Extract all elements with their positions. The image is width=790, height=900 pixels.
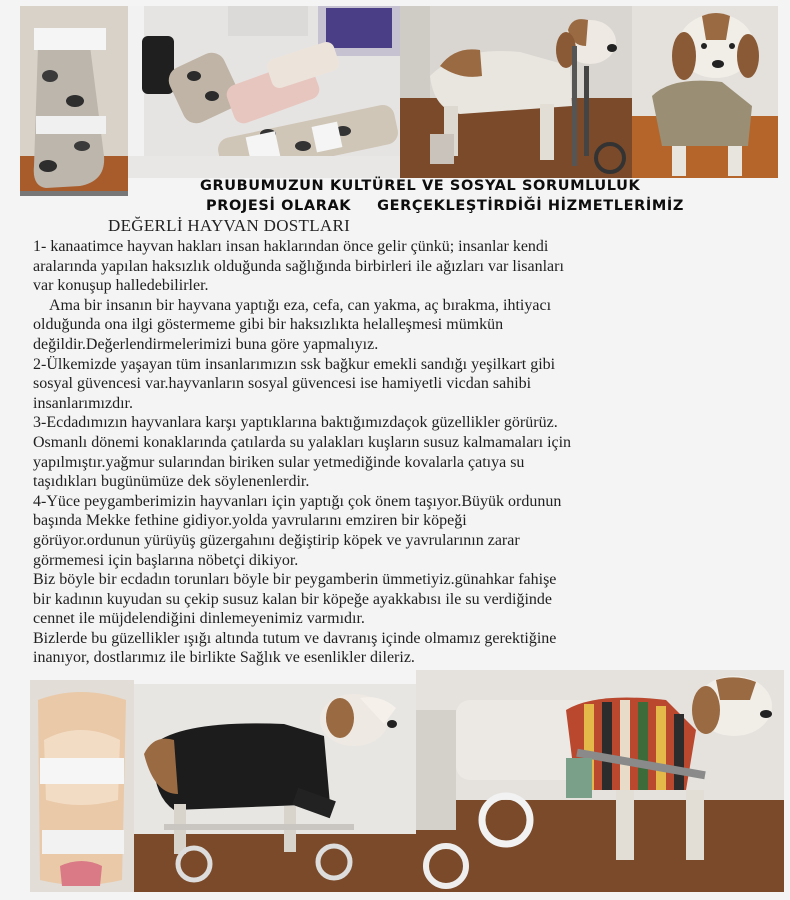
- body-line: yapılmıştır.yağmur sularından biriken sular yetmediğinde kovalarla çatıya su: [33, 453, 525, 471]
- body-line: Biz böyle bir ecdadın torunları böyle bir peygamberin ümmetiyiz.günahkar fahişe: [33, 571, 557, 589]
- body-line: inanıyor, dostlarımız ile birlikte Sağlık ve esenlikler dileriz.: [33, 649, 415, 667]
- body-line: olduğunda ona ilgi göstermeme gibi bir haksızlıkta helalleşmesi mümkün: [33, 316, 504, 334]
- project-banner-line-1: GRUBUMUZUN KULTÜREL VE SOSYAL SORUMLULUK: [200, 178, 641, 194]
- paw-boots-photo: [128, 6, 400, 178]
- body-line: bir kadının kuyudan su çekip susuz kalan bir köpeğe ayakkabısı ile su verdiğinde: [33, 590, 552, 608]
- body-line: 2-Ülkemizde yaşayan tüm insanlarımızın ssk bağkur emekli sandığı yeşilkart gibi: [33, 355, 556, 373]
- body-line: cennet ile müjdelendiğini dinlemeyenimiz varmıdır.: [33, 610, 365, 628]
- body-line: Bizlerde bu güzellikler ışığı altında tutum ve davranış içinde olmamız gerektiğine: [33, 629, 557, 647]
- body-line: 4-Yüce peygamberimizin hayvanları için yaptığı çok önem taşıyor.Büyük ordunun: [33, 492, 562, 510]
- body-line: görmemesi için başlarına nöbetçi dikiyor.: [33, 551, 299, 569]
- banner-project-label: PROJESİ OLARAK: [206, 198, 352, 214]
- body-line: değildir.Değerlendirmelerimizi buna göre yapmalıyız.: [33, 335, 379, 353]
- body-line: taşıdıkları bugünümüze dek söylenenlerdir.: [33, 473, 310, 491]
- dog-in-black-jacket-wheelchair-photo: [134, 684, 416, 892]
- dog-in-coat-photo: [632, 6, 778, 178]
- body-line: insanlarımızdır.: [33, 394, 133, 412]
- banner-services-label: GERÇEKLEŞTİRDİĞİ HİZMETLERİMİZ: [377, 198, 685, 214]
- body-line: 1- kanaatimce hayvan hakları insan haklarından önce gelir çünkü; insanlar kendi: [33, 238, 549, 255]
- letter-heading: DEĞERLİ HAYVAN DOSTLARI: [108, 216, 351, 235]
- dog-with-wheelchair-photo: [400, 6, 632, 178]
- body-line: başında Mekke fethine gidiyor.yolda yavrularını emziren bir köpeği: [33, 512, 467, 530]
- project-banner-line-2: [206, 198, 790, 214]
- body-line: Osmanlı dönemi konaklarında çatılarda su yalakları kuşların susuz kalmamaları için: [33, 433, 572, 451]
- body-line: 3-Ecdadımızın hayvanlara karşı yaptıklarına baktığımızdaçok güzellikler görürüz.: [33, 414, 558, 432]
- letter-body: [33, 237, 785, 668]
- body-line: sosyal güvencesi var.hayvanların sosyal güvencesi ise hamiyetli vicdan sahibi: [33, 375, 532, 393]
- dog-in-striped-sweater-wheelchair-photo: [416, 670, 784, 892]
- body-line: Ama bir insanın bir hayvana yaptığı eza, cefa, can yakma, aç bırakma, ihtiyacı: [49, 296, 552, 314]
- boot-closeup-photo: [30, 680, 134, 892]
- body-line: var konuşup halledebilirler.: [33, 277, 209, 295]
- body-line: görüyor.ordunun yürüyüş güzergahını değiştirip köpek ve yavrularının zarar: [33, 531, 520, 549]
- body-line: aralarında yapılan haksızlık olduğunda sağlığında birbirleri ile ağızları var lisanları: [33, 257, 564, 275]
- leopard-print-boot-photo: [20, 6, 128, 196]
